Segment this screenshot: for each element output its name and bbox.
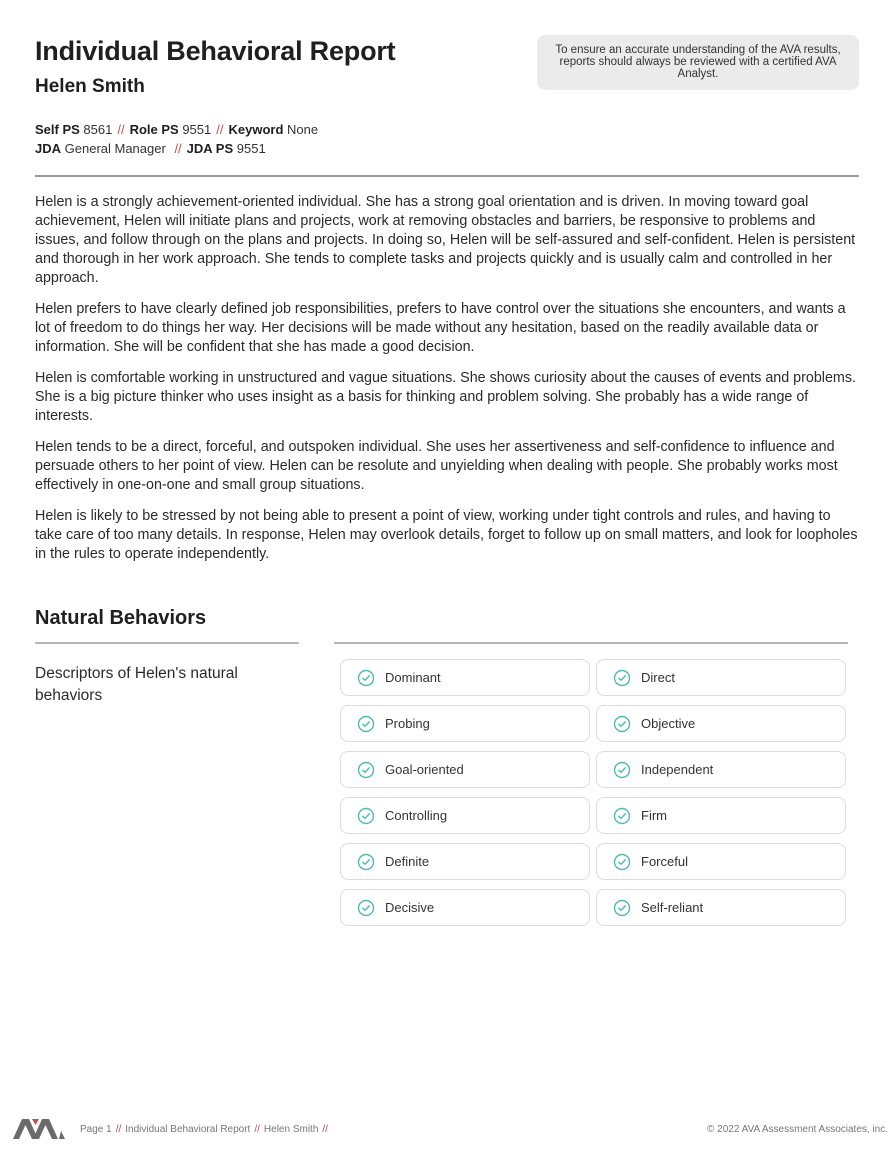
summary-paragraph: Helen is likely to be stressed by not being able to present a point of view, working under tight controls and rules, and having to take care of too many details. In response, Helen may overlook details, forget to follow up on small matters, and look for loopholes in the rules to operate independently. [35,508,858,562]
descriptor-chip [340,659,590,696]
descriptor-label: Objective [641,716,696,731]
footer-breadcrumb [80,1124,332,1135]
jda-ps-value: 9551 [236,141,266,156]
role-ps-value: 9551 [182,122,212,137]
descriptor-chip [340,843,590,880]
ava-logo-icon [13,1119,69,1139]
descriptor-chip [340,797,590,834]
check-circle-icon [357,899,375,917]
descriptor-chip [596,797,846,834]
natural-behaviors-description: Descriptors of Helen's natural behaviors [35,665,238,704]
check-circle-icon [613,669,631,687]
footer-report-name: Individual Behavioral Report [125,1124,251,1135]
check-circle-icon [357,807,375,825]
section-divider-right [334,642,848,644]
descriptor-label: Dominant [385,670,441,685]
descriptor-label: Self-reliant [641,900,704,915]
descriptor-label: Forceful [641,854,688,869]
descriptor-grid [340,659,847,926]
footer-copyright: © 2022 AVA Assessment Associates, inc. [707,1124,888,1135]
meta-line-1 [35,120,318,139]
summary-paragraph: Helen is a strongly achievement-oriented individual. She has a strong goal orientation and is driven. In moving toward goal achievement, Helen will initiate plans and projects, work at removing obstacles and barriers, be responsive to problems and issues, and follow through on the plans and projects. In doing so, Helen will be self-assured and self-confident. Helen is persistent and thorough in her work approach. She tends to complete tasks and projects quickly and is usually calm and controlled in her approach. [35,194,856,286]
meta-line-2 [35,139,318,158]
behavior-summary [35,193,861,576]
self-ps-label: Self PS [35,122,80,137]
jda-ps-label: JDA PS [186,141,234,156]
check-circle-icon [613,899,631,917]
separator: // [117,122,125,137]
descriptor-label: Independent [641,762,714,777]
check-circle-icon [357,853,375,871]
footer-subject-name: Helen Smith [263,1124,319,1135]
page-title: Individual Behavioral Report [35,36,396,66]
summary-paragraph: Helen tends to be a direct, forceful, and outspoken individual. She uses her assertiveness and self-confidence to influence and persuade others to her point of view. Helen can be resolute and unyielding when dealing with people. She probably works most effectively in one-on-one and small group situations. [35,439,838,493]
descriptor-label: Firm [641,808,667,823]
descriptor-label: Decisive [385,900,435,915]
separator: // [254,1124,260,1135]
descriptor-chip [596,889,846,926]
role-ps-label: Role PS [129,122,179,137]
check-circle-icon [613,853,631,871]
descriptor-chip [596,659,846,696]
summary-paragraph: Helen prefers to have clearly defined job responsibilities, prefers to have control over the situations she encounters, and wants a lot of freedom to do things her way. Her decisions will be made without any hesitation, based on the readily available data or information. She will be confident that she has made a good decision. [35,301,846,355]
self-ps-value: 8561 [83,122,113,137]
check-circle-icon [357,669,375,687]
check-circle-icon [613,807,631,825]
descriptor-label: Direct [641,670,675,685]
separator: // [322,1124,328,1135]
separator: // [115,1124,122,1135]
descriptor-chip [340,705,590,742]
descriptor-chip [596,843,846,880]
descriptor-label: Definite [385,854,430,869]
analyst-notice: To ensure an accurate understanding of the AVA results, reports should always be reviewed with a certified AVA Analyst. [537,35,859,90]
header-divider [35,175,859,177]
descriptor-label: Probing [385,716,430,731]
subject-name: Helen Smith [35,76,145,97]
separator: // [216,122,224,137]
descriptor-label: Goal-oriented [385,762,464,777]
descriptor-chip [340,751,590,788]
descriptor-chip [596,751,846,788]
keyword-value: None [287,122,319,137]
check-circle-icon [613,761,631,779]
check-circle-icon [357,761,375,779]
jda-value: General Manager [64,141,166,156]
check-circle-icon [357,715,375,733]
section-divider-left [35,642,299,644]
score-meta [35,120,318,158]
jda-label: JDA [35,141,62,156]
keyword-label: Keyword [228,122,284,137]
descriptor-chip [596,705,846,742]
separator: // [174,141,182,156]
footer-page: Page 1 [80,1124,112,1135]
summary-paragraph: Helen is comfortable working in unstructured and vague situations. She shows curiosity about the causes of events and problems. She is a big picture thinker who uses insight as a basis for thinking and problem solving. She probably has a wide range of interests. [35,370,856,424]
descriptor-chip [340,889,590,926]
descriptor-label: Controlling [385,808,448,823]
check-circle-icon [613,715,631,733]
natural-behaviors-title: Natural Behaviors [35,607,207,629]
